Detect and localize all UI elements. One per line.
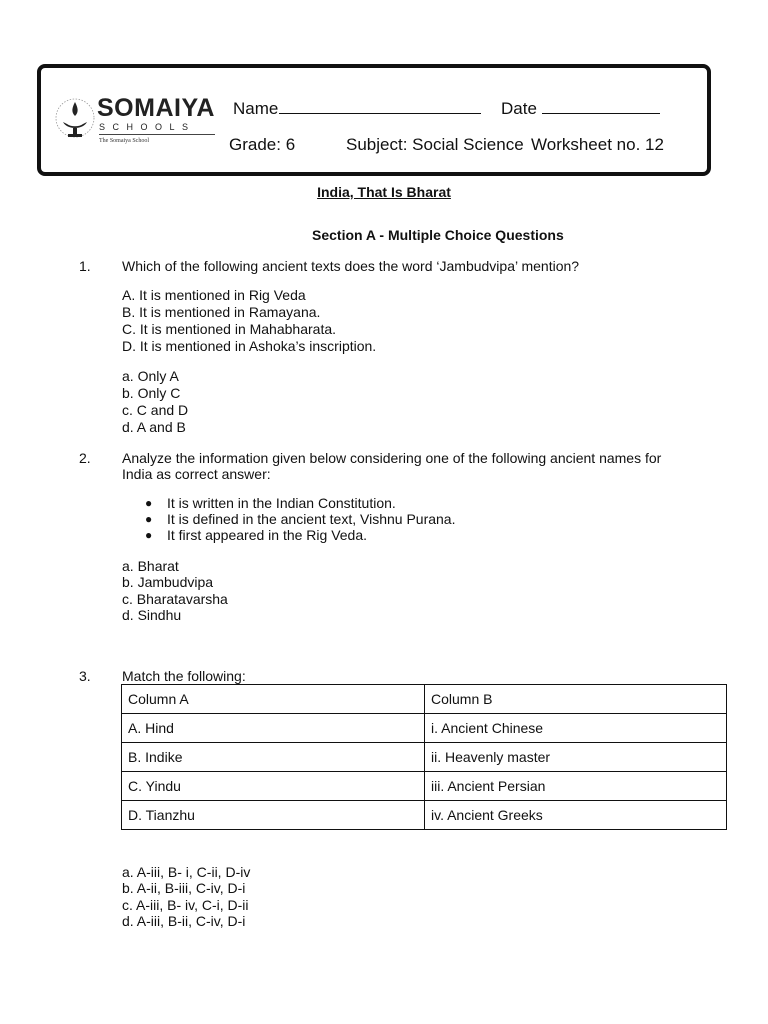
q2-bullet-item: It is defined in the ancient text, Vishnu Purana. — [167, 511, 456, 527]
section-heading: Section A - Multiple Choice Questions — [312, 227, 564, 243]
logo-name: SOMAIYA — [97, 94, 215, 122]
q1-statement: B. It is mentioned in Ramayana. — [122, 304, 321, 320]
table-header-row — [122, 685, 727, 714]
table-cell: C. Yindu — [122, 772, 425, 801]
table-cell: D. Tianzhu — [122, 801, 425, 830]
question-2-text-line2: India as correct answer: — [122, 466, 271, 482]
question-3-number: 3. — [79, 668, 91, 684]
name-label: Name — [233, 99, 279, 118]
worksheet-header — [37, 64, 711, 176]
name-field[interactable] — [233, 99, 481, 119]
q2-option: c. Bharatavarsha — [122, 591, 228, 607]
q3-option: b. A-ii, B-iii, C-iv, D-i — [122, 880, 246, 896]
logo-tagline: The Somaiya School — [99, 138, 149, 144]
worksheet-number: Worksheet no. 12 — [531, 135, 664, 154]
question-2-text-line1: Analyze the information given below considering one of the following ancient names for — [122, 450, 662, 466]
table-cell: ii. Heavenly master — [425, 743, 727, 772]
table-row — [122, 772, 727, 801]
question-2-number: 2. — [79, 450, 91, 466]
question-3-text: Match the following: — [122, 668, 246, 684]
q1-statement: D. It is mentioned in Ashoka’s inscription. — [122, 338, 377, 354]
q2-bullet-item: It is written in the Indian Constitution. — [167, 495, 396, 511]
date-blank[interactable] — [542, 113, 660, 114]
date-field[interactable] — [501, 99, 660, 119]
table-cell: i. Ancient Chinese — [425, 714, 727, 743]
table-row — [122, 743, 727, 772]
q1-statement: C. It is mentioned in Mahabharata. — [122, 321, 337, 337]
q2-option: b. Jambudvipa — [122, 574, 214, 590]
date-label: Date — [501, 99, 537, 118]
q3-option: c. A-iii, B- iv, C-i, D-ii — [122, 897, 249, 913]
lamp-emblem-icon — [53, 94, 97, 146]
bullet-icon: ● — [145, 512, 153, 526]
logo-divider — [99, 134, 215, 135]
question-1-text: Which of the following ancient texts does the word ‘Jambudvipa’ mention? — [122, 258, 580, 274]
worksheet-title: India, That Is Bharat — [317, 184, 451, 200]
q2-option: d. Sindhu — [122, 607, 182, 623]
q3-option: a. A-iii, B- i, C-ii, D-iv — [122, 864, 251, 880]
logo-schools: SCHOOLS — [99, 122, 196, 132]
q3-option: d. A-iii, B-ii, C-iv, D-i — [122, 913, 246, 929]
table-header-cell: Column B — [425, 685, 727, 714]
table-cell: iii. Ancient Persian — [425, 772, 727, 801]
table-cell: B. Indike — [122, 743, 425, 772]
q1-option: d. A and B — [122, 419, 186, 435]
somaiya-logo — [53, 94, 213, 154]
table-row — [122, 714, 727, 743]
question-1-number: 1. — [79, 258, 91, 274]
name-blank[interactable] — [279, 113, 481, 114]
q1-statement: A. It is mentioned in Rig Veda — [122, 287, 306, 303]
table-cell: iv. Ancient Greeks — [425, 801, 727, 830]
q1-option: b. Only C — [122, 385, 181, 401]
q2-option: a. Bharat — [122, 558, 179, 574]
subject-text: Subject: Social Science — [346, 135, 524, 154]
table-row — [122, 801, 727, 830]
q2-bullet-item: It first appeared in the Rig Veda. — [167, 527, 368, 543]
grade-text: Grade: 6 — [229, 135, 296, 154]
match-table — [121, 684, 727, 830]
q1-option: a. Only A — [122, 368, 179, 384]
table-cell: A. Hind — [122, 714, 425, 743]
q1-option: c. C and D — [122, 402, 189, 418]
bullet-icon: ● — [145, 496, 153, 510]
bullet-icon: ● — [145, 528, 153, 542]
table-header-cell: Column A — [122, 685, 425, 714]
